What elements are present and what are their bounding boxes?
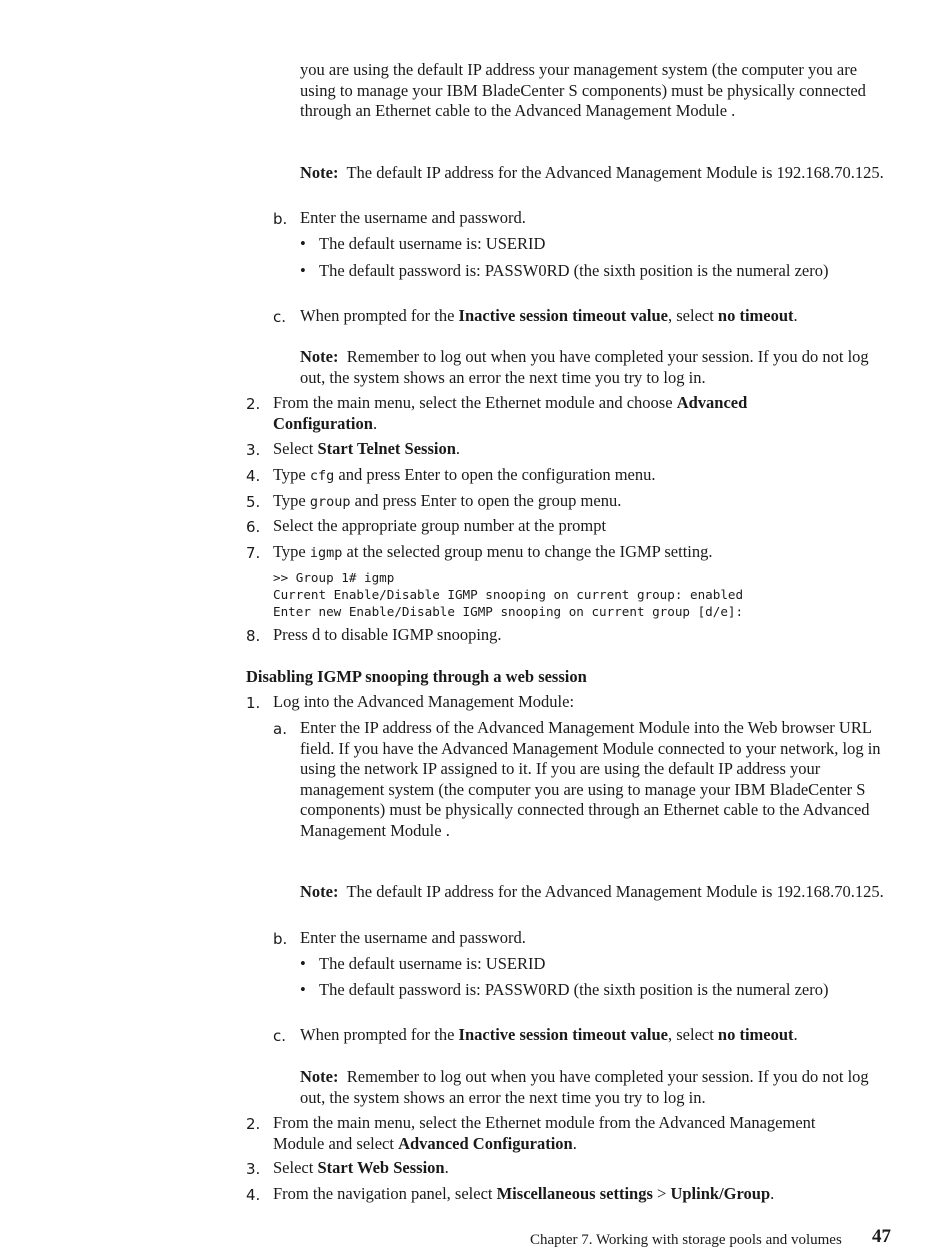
note-default-ip: [300, 882, 890, 903]
bold-run: Miscellaneous settings: [496, 1184, 653, 1203]
step-number: 1.: [246, 694, 261, 712]
text-run: When prompted for the: [300, 1025, 459, 1044]
bullet-username: The default username is: USERID: [319, 954, 546, 973]
text-run: .: [444, 1158, 449, 1177]
bullet-marker: •: [300, 234, 306, 253]
web-step-3-text: [273, 1158, 883, 1179]
note-logout: [300, 1067, 890, 1108]
step-number: 2.: [246, 395, 261, 413]
web-step-1-text: Log into the Advanced Management Module:: [273, 692, 575, 711]
code-block: >> Group 1# igmp Current Enable/Disable IGMP snooping on current group: enabled Enter new Enable/Disable IGMP snooping on current group [d/e]:: [273, 570, 744, 619]
text-run: .: [455, 439, 461, 458]
text-run: , select: [667, 306, 718, 325]
bullet-password: The default password is: PASSW0RD (the sixth position is the numeral zero): [319, 980, 829, 999]
bold-run: Advanced Configuration: [398, 1133, 573, 1153]
inline-code: group: [309, 494, 351, 510]
step-4-text: [273, 465, 883, 487]
list-marker-c: c.: [273, 308, 287, 326]
note-text: The default IP address for the Advanced Management Module is 192.168.70.125.: [346, 882, 884, 901]
bold-run: Uplink/Group: [670, 1184, 771, 1203]
step-5-text: [273, 491, 883, 513]
bold-run: Start Telnet Session: [317, 439, 456, 458]
note-logout: [300, 347, 890, 388]
bullet-username: The default username is: USERID: [319, 234, 546, 253]
text-run: Type: [273, 491, 310, 510]
text-run: Select: [273, 439, 318, 458]
text-run: Select: [273, 1158, 318, 1177]
step-number: 5.: [246, 493, 261, 511]
web-step-a-text: Enter the IP address of the Advanced Management Module into the Web browser URL field. If you have the Advanced Management Module connected to your network, log in using the network IP assigned to it. If you are using the default IP address your management system (the computer you are using to manage your IBM BladeCenter S components) must be physically connected through an Ethernet cable to the Advanced Management Module .: [300, 718, 881, 840]
text-run: From the main menu, select the Ethernet module and choose: [273, 393, 677, 412]
bold-run: no timeout: [717, 306, 794, 325]
inline-code: igmp: [309, 545, 343, 561]
text-run: Type: [273, 465, 310, 484]
inline-code: cfg: [309, 468, 335, 484]
web-step-c-text: [300, 1025, 890, 1046]
step-number: 7.: [246, 544, 261, 562]
note-label: Note:: [300, 347, 339, 366]
step-3-text: [273, 439, 883, 460]
bullet-marker: •: [300, 954, 306, 973]
bold-run: Inactive session timeout value: [458, 306, 668, 325]
list-marker-b: b.: [273, 930, 288, 948]
note-text: Remember to log out when you have completed your session. If you do not log out, the system shows an error the next time you try to log in.: [300, 1067, 869, 1107]
web-step-b-text: Enter the username and password.: [300, 928, 526, 947]
text-run: , select: [667, 1025, 718, 1044]
list-marker-b: b.: [273, 210, 288, 228]
text-run: >: [652, 1184, 671, 1203]
web-step-2-text: [273, 1113, 818, 1154]
bold-run: Advanced Configuration: [273, 393, 748, 433]
text-run: at the selected group menu to change the IGMP setting.: [342, 542, 713, 561]
note-label: Note:: [300, 882, 339, 901]
text-run: .: [572, 1133, 577, 1153]
step-2-text: [273, 393, 833, 434]
text-run: .: [372, 413, 378, 433]
step-number: 4.: [246, 467, 261, 485]
text-run: From the main menu, select the Ethernet module from the Advanced Management Module and select: [273, 1113, 816, 1153]
page-number: 47: [872, 1226, 891, 1247]
step-b-text: Enter the username and password.: [300, 208, 526, 227]
step-7-text: [273, 542, 883, 564]
text-run: .: [793, 306, 798, 325]
web-step-4-text: [273, 1184, 883, 1205]
bold-run: Start Web Session: [317, 1158, 445, 1177]
bold-run: no timeout: [717, 1025, 794, 1044]
section-heading: Disabling IGMP snooping through a web session: [246, 667, 587, 686]
bullet-marker: •: [300, 261, 306, 280]
step-8-text: Press d to disable IGMP snooping.: [273, 625, 502, 644]
note-default-ip: [300, 163, 890, 184]
step-number: 8.: [246, 627, 261, 645]
step-number: 6.: [246, 518, 261, 536]
list-marker-a: a.: [273, 720, 287, 738]
step-6-text: Select the appropriate group number at the prompt: [273, 516, 607, 535]
step-number: 3.: [246, 1160, 261, 1178]
step-number: 4.: [246, 1186, 261, 1204]
continued-paragraph: you are using the default IP address your management system (the computer you are using to manage your IBM BladeCenter S components) must be physically connected through an Ethernet cable to the Advanced Management Module .: [300, 60, 866, 120]
text-run: and press Enter to open the configuration menu.: [334, 465, 656, 484]
bullet-marker: •: [300, 980, 306, 999]
step-c-text: [300, 306, 890, 327]
bold-run: Inactive session timeout value: [458, 1025, 668, 1044]
step-number: 2.: [246, 1115, 261, 1133]
step-number: 3.: [246, 441, 261, 459]
text-run: Type: [273, 542, 310, 561]
note-label: Note:: [300, 163, 339, 182]
footer-chapter: Chapter 7. Working with storage pools and volumes: [530, 1232, 842, 1248]
note-label: Note:: [300, 1067, 339, 1086]
bullet-password: The default password is: PASSW0RD (the sixth position is the numeral zero): [319, 261, 829, 280]
note-text: Remember to log out when you have completed your session. If you do not log out, the system shows an error the next time you try to log in.: [300, 347, 869, 387]
note-text: The default IP address for the Advanced Management Module is 192.168.70.125.: [346, 163, 884, 182]
text-run: and press Enter to open the group menu.: [350, 491, 622, 510]
text-run: From the navigation panel, select: [273, 1184, 497, 1203]
text-run: .: [793, 1025, 798, 1044]
text-run: .: [770, 1184, 775, 1203]
list-marker-c: c.: [273, 1027, 287, 1045]
text-run: When prompted for the: [300, 306, 459, 325]
